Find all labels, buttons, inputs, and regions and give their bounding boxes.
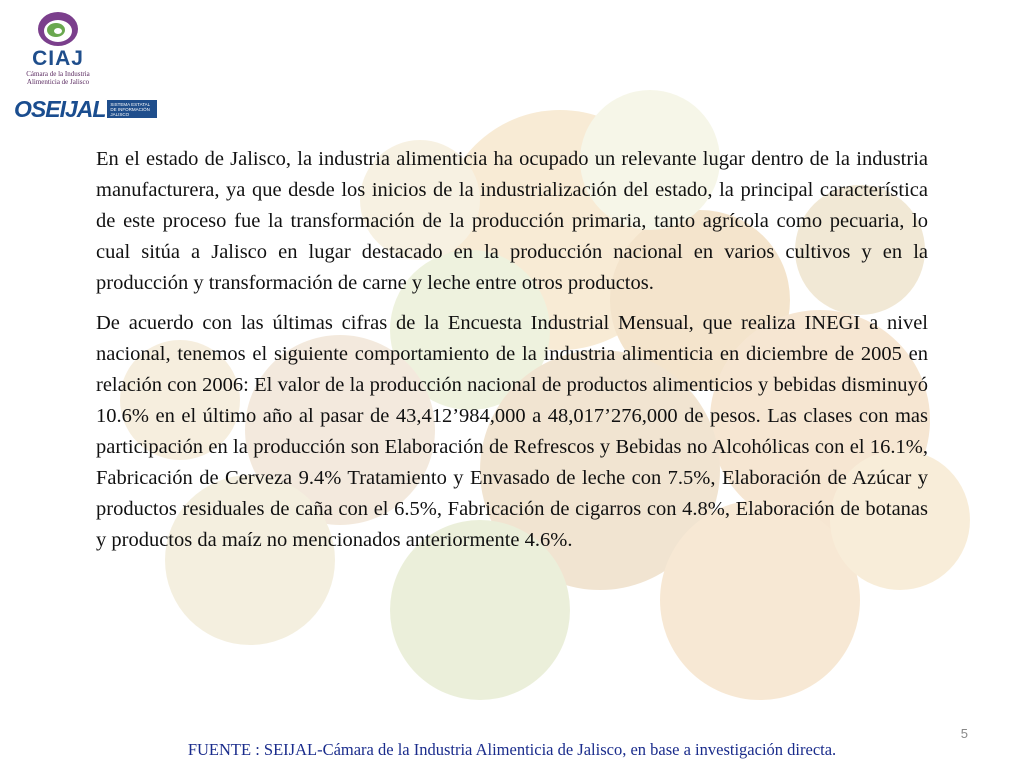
source-footnote: FUENTE : SEIJAL-Cámara de la Industria Alimenticia de Jalisco, en base a investigación directa.: [187, 740, 837, 759]
main-text: [96, 144, 928, 565]
ciaj-brand-text: CIAJ: [32, 47, 84, 70]
paragraph-statistics: De acuerdo con las últimas cifras de la Encuesta Industrial Mensual, que realiza INEGI a nivel nacional, tenemos el siguiente comportamiento de la industria alimenticia en diciembre de 2005 en relación con 2006: El valor de la producción nacional de productos alimenticios y bebidas disminuyó 10.6% en el último año al pasar de 43,412’984,000 a 48,017’276,000 de pesos. Las clases con mas participación en la producción son Elaboración de Refrescos y Bebidas no Alcohólicas con el 16.1%, Fabricación de Cerveza 9.4% Tratamiento y Envasado de leche con 7.5%, Elaboración de Azúcar y productos residuales de caña con el 6.5%, Fabricación de cigarros con 4.8%, Elaboración de botanas y productos da maíz no mencionados anteriormente 4.6%.: [96, 312, 928, 551]
page-number: 5: [960, 726, 968, 741]
seijal-brand-text: OSEIJAL: [14, 95, 106, 122]
seijal-logo: [14, 96, 166, 122]
ciaj-subtitle-line2: Alimenticia de Jalisco: [26, 78, 90, 86]
ciaj-logo: [20, 10, 96, 96]
ciaj-subtitle-line1: Cámara de la Industria: [26, 70, 90, 78]
ciaj-emblem-icon: [36, 10, 80, 48]
paragraph-intro: En el estado de Jalisco, la industria alimenticia ha ocupado un relevante lugar dentro de la industria manufacturera, ya que desde los inicios de la industrialización del estado, la principal característica de este proceso fue la transformación de la producción primaria, tanto agrícola como pecuaria, lo cual sitúa a Jalisco en lugar destacado en la producción nacional en varios cultivos y en la producción y transformación de carne y leche entre otros productos.: [96, 148, 928, 294]
seijal-tagline: SISTEMA ESTATAL DE INFORMACIÓN JALISCO: [107, 100, 157, 118]
